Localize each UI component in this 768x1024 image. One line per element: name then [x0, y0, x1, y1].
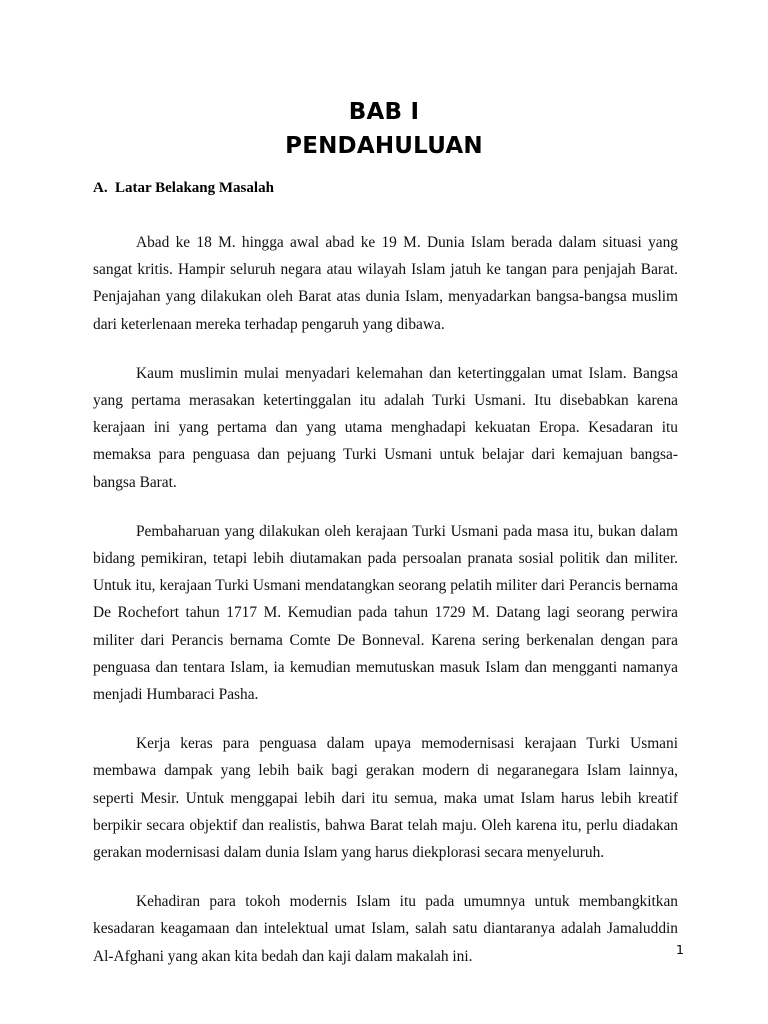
body-text: [93, 229, 678, 970]
paragraph: Abad ke 18 M. hingga awal abad ke 19 M. Dunia Islam berada dalam situasi yang sangat kritis. Hampir seluruh negara atau wilayah Islam jatuh ke tangan para penjajah Barat. Penjajahan yang dilakukan oleh Barat atas dunia Islam, menyadarkan bangsa-bangsa muslim dari keterlenaan mereka terhadap pengaruh yang dibawa.: [93, 234, 678, 333]
page-number: 1: [676, 942, 684, 957]
section-heading: [93, 178, 274, 198]
paragraph: Kerja keras para penguasa dalam upaya memodernisasi kerajaan Turki Usmani membawa dampak yang lebih baik bagi gerakan modern di negaranegara Islam lainnya, seperti Mesir. Untuk menggapai lebih dari itu semua, maka umat Islam harus lebih kreatif berpikir secara objektif dan realistis, bahwa Barat telah maju. Oleh karena itu, perlu diadakan gerakan modernisasi dalam dunia Islam yang harus diekplorasi secara menyeluruh.: [93, 735, 678, 862]
paragraph: Kaum muslimin mulai menyadari kelemahan dan ketertinggalan umat Islam. Bangsa yang pertama merasakan ketertinggalan itu adalah Turki Usmani. Itu disebabkan karena kerajaan ini yang pertama dan yang utama menghadapi kekuatan Eropa. Kesadaran itu memaksa para penguasa dan pejuang Turki Usmani untuk belajar dari kemajuan bangsa-bangsa Barat.: [93, 364, 678, 491]
section-letter: A.: [93, 180, 108, 196]
chapter-title: PENDAHULUAN: [285, 133, 483, 159]
paragraph: Pembaharuan yang dilakukan oleh kerajaan Turki Usmani pada masa itu, bukan dalam bidang pemikiran, tetapi lebih diutamakan pada persoalan pranata sosial politik dan militer. Untuk itu, kerajaan Turki Usmani mendatangkan seorang pelatih militer dari Perancis bernama De Rochefort tahun 1717 M. Kemudian pada tahun 1729 M. Datang lagi seorang perwira militer dari Perancis bernama Comte De Bonneval. Karena sering berkenalan dengan para penguasa dan tentara Islam, ia kemudian memutuskan masuk Islam dan mengganti namanya menjadi Humbaraci Pasha.: [93, 522, 678, 704]
paragraph: Kehadiran para tokoh modernis Islam itu pada umumnya untuk membangkitkan kesadaran keagamaan dan intelektual umat Islam, salah satu diantaranya adalah Jamaluddin Al-Afghani yang akan kita bedah dan kaji dalam makalah ini.: [93, 893, 678, 965]
section-title: Latar Belakang Masalah: [115, 180, 274, 196]
chapter-number: BAB I: [348, 99, 420, 125]
